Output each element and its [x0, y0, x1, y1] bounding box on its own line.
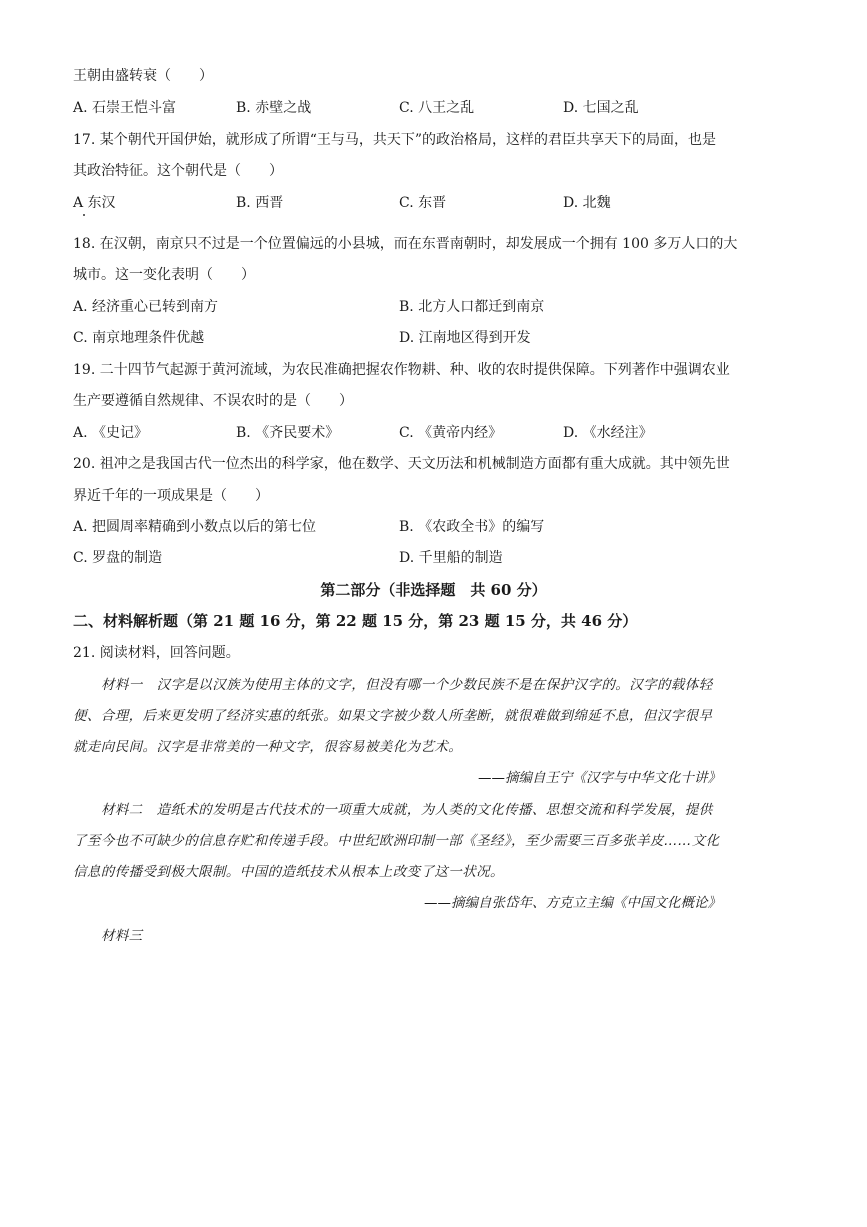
- q18-stem-line1: 18. 在汉朝，南京只不过是一个位置偏远的小县城，而在东晋南朝时，却发展成一个拥有 100 多万人口的大: [73, 236, 738, 252]
- q21-stem: 21. 阅读材料，回答问题。: [73, 645, 240, 661]
- q19-stem-line1: 19. 二十四节气起源于黄河流域，为农民准确把握农作物耕、种、收的农时提供保障。下列著作中强调农业: [73, 362, 730, 378]
- q18-stem-line2: 城市。这一变化表明（ ）: [73, 267, 255, 283]
- q16-option-b[interactable]: B. 赤壁之战: [236, 100, 312, 116]
- q20-option-a[interactable]: A. 把圆周率精确到小数点以后的第七位: [73, 519, 317, 535]
- material1-line2: 便、合理，后来更发明了经济实惠的纸张。如果文字被少数人所垄断，就很难做到绵延不息，但汉字很早: [73, 708, 713, 724]
- q16-option-d[interactable]: D. 七国之乱: [563, 100, 639, 116]
- q18-option-a[interactable]: A. 经济重心已转到南方: [73, 299, 219, 315]
- q20-stem-line2: 界近千年的一项成果是（ ）: [73, 488, 269, 504]
- q20-stem-line1: 20. 祖冲之是我国古代一位杰出的科学家，他在数学、天文历法和机械制造方面都有重大成就。其中领先世: [73, 456, 730, 472]
- q20-option-c[interactable]: C. 罗盘的制造: [73, 550, 163, 566]
- q18-option-b[interactable]: B. 北方人口都迁到南京: [399, 299, 545, 315]
- q16-option-c[interactable]: C. 八王之乱: [399, 100, 475, 116]
- q19-option-c[interactable]: C. 《黄帝内经》: [399, 425, 503, 441]
- q17-option-c[interactable]: C. 东晋: [399, 195, 447, 211]
- q16-option-a[interactable]: A. 石崇王恺斗富: [73, 100, 177, 116]
- q17-stem-line2: 其政治特征。这个朝代是（ ）: [73, 163, 283, 179]
- stray-dot: [83, 214, 85, 216]
- material1-line1: 材料一 汉字是以汉族为使用主体的文字，但没有哪一个少数民族不是在保护汉字的。汉字的载体轻: [101, 677, 713, 693]
- q17-stem-line1: 17. 某个朝代开国伊始，就形成了所谓“王与马，共天下”的政治格局，这样的君臣共享天下的局面，也是: [73, 132, 717, 148]
- q19-option-a[interactable]: A. 《史记》: [73, 425, 149, 441]
- q19-option-d[interactable]: D. 《水经注》: [563, 425, 653, 441]
- material2-line2: 了至今也不可缺少的信息存贮和传递手段。中世纪欧洲印制一部《圣经》，至少需要三百多张羊皮……文化: [73, 833, 720, 849]
- q17-option-d[interactable]: D. 北魏: [563, 195, 611, 211]
- material2-source: ——摘编自张岱年、方克立主编《中国文化概论》: [424, 895, 721, 911]
- material2-line3: 信息的传播受到极大限制。中国的造纸技术从根本上改变了这一状况。: [73, 864, 504, 880]
- material3-label: 材料三: [101, 928, 143, 944]
- material1-line3: 就走向民间。汉字是非常美的一种文字，很容易被美化为艺术。: [73, 739, 463, 755]
- material2-line1: 材料二 造纸术的发明是古代技术的一项重大成就，为人类的文化传播、思想交流和科学发展，提供: [101, 802, 713, 818]
- q18-option-c[interactable]: C. 南京地理条件优越: [73, 330, 205, 346]
- q16-stem: 王朝由盛转衰（ ）: [73, 68, 213, 84]
- q19-option-b[interactable]: B. 《齐民要术》: [236, 425, 340, 441]
- q18-option-d[interactable]: D. 江南地区得到开发: [399, 330, 531, 346]
- q20-option-b[interactable]: B. 《农政全书》的编写: [399, 519, 545, 535]
- q17-option-a[interactable]: A 东汉: [73, 195, 116, 211]
- part2-title: 第二部分（非选择题 共 60 分）: [320, 581, 547, 599]
- q19-stem-line2: 生产要遵循自然规律、不误农时的是（ ）: [73, 393, 353, 409]
- section-heading: 二、材料解析题（第 21 题 16 分，第 22 题 15 分，第 23 题 15 分，共 46 分）: [73, 612, 638, 630]
- material1-source: ——摘编自王宁《汉字与中华文化十讲》: [478, 770, 721, 786]
- q20-option-d[interactable]: D. 千里船的制造: [399, 550, 503, 566]
- q17-option-b[interactable]: B. 西晋: [236, 195, 284, 211]
